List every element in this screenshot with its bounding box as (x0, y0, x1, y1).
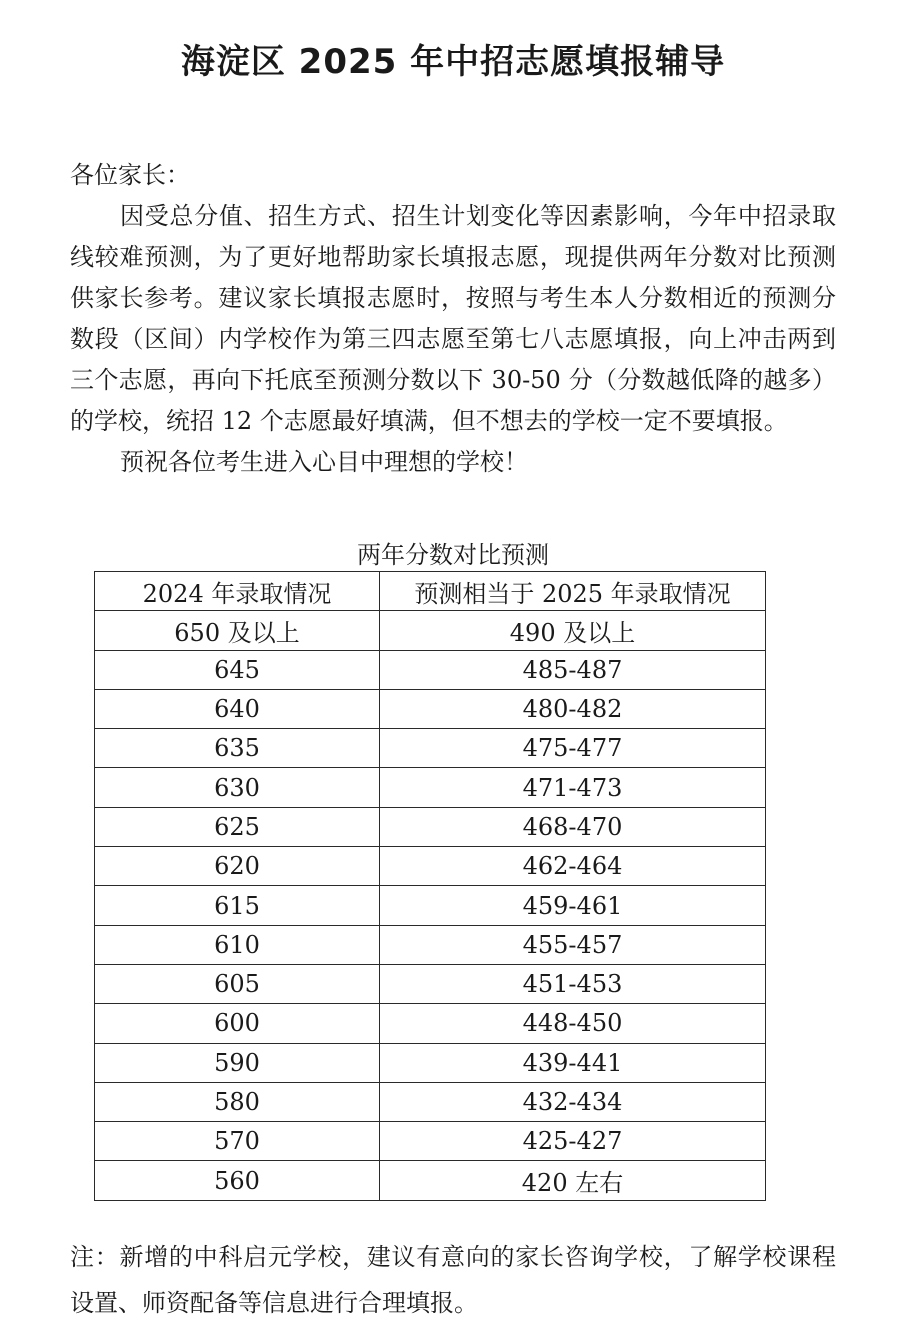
score-2025-cell: 432-434 (380, 1082, 766, 1121)
score-2025-cell: 471-473 (380, 768, 766, 807)
score-2024-cell: 605 (95, 964, 380, 1003)
table-row (95, 807, 766, 846)
table-row (95, 886, 766, 925)
score-2024-cell: 650 及以上 (95, 611, 380, 650)
table-row (95, 1043, 766, 1082)
score-2024-cell: 630 (95, 768, 380, 807)
column-header-2024: 2024 年录取情况 (95, 572, 380, 611)
table-row (95, 1082, 766, 1121)
score-2024-cell: 640 (95, 689, 380, 728)
score-2024-cell: 635 (95, 729, 380, 768)
letter-body (70, 155, 836, 483)
score-2024-cell: 590 (95, 1043, 380, 1082)
score-2025-cell: 451-453 (380, 964, 766, 1003)
score-2024-cell: 645 (95, 650, 380, 689)
score-2025-cell: 420 左右 (380, 1161, 766, 1200)
score-2025-cell: 485-487 (380, 650, 766, 689)
paragraph-wishes: 预祝各位考生进入心目中理想的学校！ (120, 448, 528, 476)
score-2024-cell: 620 (95, 847, 380, 886)
score-2024-cell: 625 (95, 807, 380, 846)
score-2025-cell: 490 及以上 (380, 611, 766, 650)
table-row (95, 847, 766, 886)
table-header-row (95, 572, 766, 611)
score-2024-cell: 580 (95, 1082, 380, 1121)
column-header-2025: 预测相当于 2025 年录取情况 (380, 572, 766, 611)
page-title: 海淀区 2025 年中招志愿填报辅导 (180, 42, 726, 82)
table-caption: 两年分数对比预测 (357, 541, 549, 569)
table-row (95, 650, 766, 689)
score-2024-cell: 615 (95, 886, 380, 925)
score-2024-cell: 570 (95, 1122, 380, 1161)
footnote: 注：新增的中科启元学校，建议有意向的家长咨询学校，了解学校课程设置、师资配备等信息进行合理填报。 (70, 1243, 836, 1317)
score-2025-cell: 425-427 (380, 1122, 766, 1161)
table-row (95, 1122, 766, 1161)
greeting: 各位家长： (70, 161, 190, 189)
paragraph-advice: 因受总分值、招生方式、招生计划变化等因素影响，今年中招录取线较难预测，为了更好地帮助家长填报志愿，现提供两年分数对比预测供家长参考。建议家长填报志愿时，按照与考生本人分数相近的预测分数段（区间）内学校作为第三四志愿至第七八志愿填报，向上冲击两到三个志愿，再向下托底至预测分数以下 30-50 分（分数越低降的越多）的学校，统招 12 个志愿最好填满，但不想去的学校一定不要填报。 (70, 202, 836, 435)
score-2025-cell: 439-441 (380, 1043, 766, 1082)
table-row (95, 1004, 766, 1043)
score-comparison-table (94, 571, 766, 1201)
score-2025-cell: 462-464 (380, 847, 766, 886)
table-row (95, 925, 766, 964)
table-row (95, 729, 766, 768)
table-body (95, 611, 766, 1200)
score-2024-cell: 560 (95, 1161, 380, 1200)
score-2025-cell: 459-461 (380, 886, 766, 925)
score-2024-cell: 610 (95, 925, 380, 964)
score-2025-cell: 468-470 (380, 807, 766, 846)
score-2025-cell: 455-457 (380, 925, 766, 964)
score-2025-cell: 448-450 (380, 1004, 766, 1043)
table-row (95, 1161, 766, 1200)
table-row (95, 689, 766, 728)
score-2025-cell: 480-482 (380, 689, 766, 728)
table-row (95, 964, 766, 1003)
table-row (95, 768, 766, 807)
score-2024-cell: 600 (95, 1004, 380, 1043)
score-2025-cell: 475-477 (380, 729, 766, 768)
table-row (95, 611, 766, 650)
